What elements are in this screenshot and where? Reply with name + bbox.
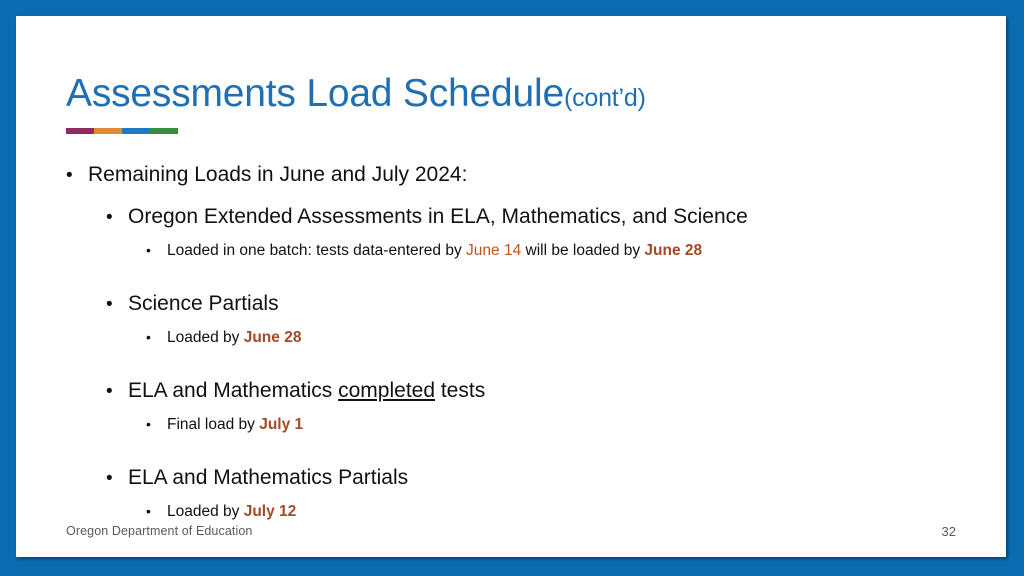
bullet-item2-detail-label bbox=[167, 327, 966, 349]
bullet-item1-heading-label: Oregon Extended Assessments in ELA, Mathematics, and Science bbox=[128, 205, 748, 228]
bullet-marker-icon: • bbox=[106, 294, 113, 315]
bullet-marker-icon: • bbox=[66, 165, 73, 186]
footer-organization: Oregon Department of Education bbox=[66, 524, 253, 538]
item2-detail-pre: Loaded by bbox=[167, 329, 244, 346]
title-block bbox=[66, 68, 966, 124]
item1-detail-mid: will be loaded by bbox=[521, 242, 645, 259]
bullet-item4-detail bbox=[66, 501, 966, 523]
bullet-item2-heading-label: Science Partials bbox=[128, 292, 279, 315]
bullet-marker-icon: • bbox=[146, 329, 151, 345]
page-title-main: Assessments Load Schedule bbox=[66, 72, 564, 115]
bullet-item3-heading bbox=[66, 376, 966, 405]
bullet-item3-detail bbox=[66, 414, 966, 436]
item1-date-june-14: June 14 bbox=[466, 242, 522, 259]
bullet-item4-heading bbox=[66, 463, 966, 492]
bullet-item1-heading bbox=[66, 202, 966, 231]
bullet-intro bbox=[66, 160, 966, 189]
item3-heading-completed: completed bbox=[338, 379, 436, 402]
bullet-item3-detail-label bbox=[167, 414, 966, 436]
bullet-marker-icon: • bbox=[106, 207, 113, 228]
page-title-suffix: (cont’d) bbox=[563, 84, 646, 112]
bullet-item2-heading bbox=[66, 289, 966, 318]
item1-detail-pre: Loaded in one batch: tests data-entered by bbox=[167, 242, 467, 259]
item3-heading-pre: ELA and Mathematics bbox=[128, 379, 339, 402]
content-body bbox=[66, 146, 966, 523]
bullet-item1-detail-label bbox=[167, 240, 966, 262]
item4-detail-pre: Loaded by bbox=[167, 503, 244, 520]
bullet-marker-icon: • bbox=[106, 381, 113, 402]
bullet-intro-label: Remaining Loads in June and July 2024: bbox=[88, 163, 468, 186]
slide-canvas bbox=[16, 16, 1006, 557]
item3-date-july-1: July 1 bbox=[259, 416, 304, 433]
bullet-marker-icon: • bbox=[146, 416, 151, 432]
accent-segment-green bbox=[150, 128, 178, 134]
accent-segment-purple bbox=[66, 128, 94, 134]
bullet-marker-icon: • bbox=[146, 242, 151, 258]
item2-date-june-28: June 28 bbox=[243, 329, 302, 346]
item1-date-june-28: June 28 bbox=[644, 242, 703, 259]
accent-segment-blue bbox=[122, 128, 150, 134]
item3-heading-post: tests bbox=[435, 379, 486, 402]
accent-segment-orange bbox=[94, 128, 122, 134]
bullet-marker-icon: • bbox=[106, 468, 113, 489]
title-accent-rule bbox=[66, 128, 178, 134]
bullet-item4-detail-label bbox=[167, 501, 966, 523]
footer-page-number: 32 bbox=[941, 524, 956, 539]
bullet-item3-heading-label bbox=[128, 376, 966, 405]
page-title bbox=[66, 68, 966, 124]
bullet-item2-detail bbox=[66, 327, 966, 349]
bullet-marker-icon: • bbox=[146, 503, 151, 519]
bullet-item4-heading-label: ELA and Mathematics Partials bbox=[128, 466, 409, 489]
item3-detail-pre: Final load by bbox=[167, 416, 260, 433]
bullet-item1-detail bbox=[66, 240, 966, 262]
item4-date-july-12: July 12 bbox=[243, 503, 297, 520]
